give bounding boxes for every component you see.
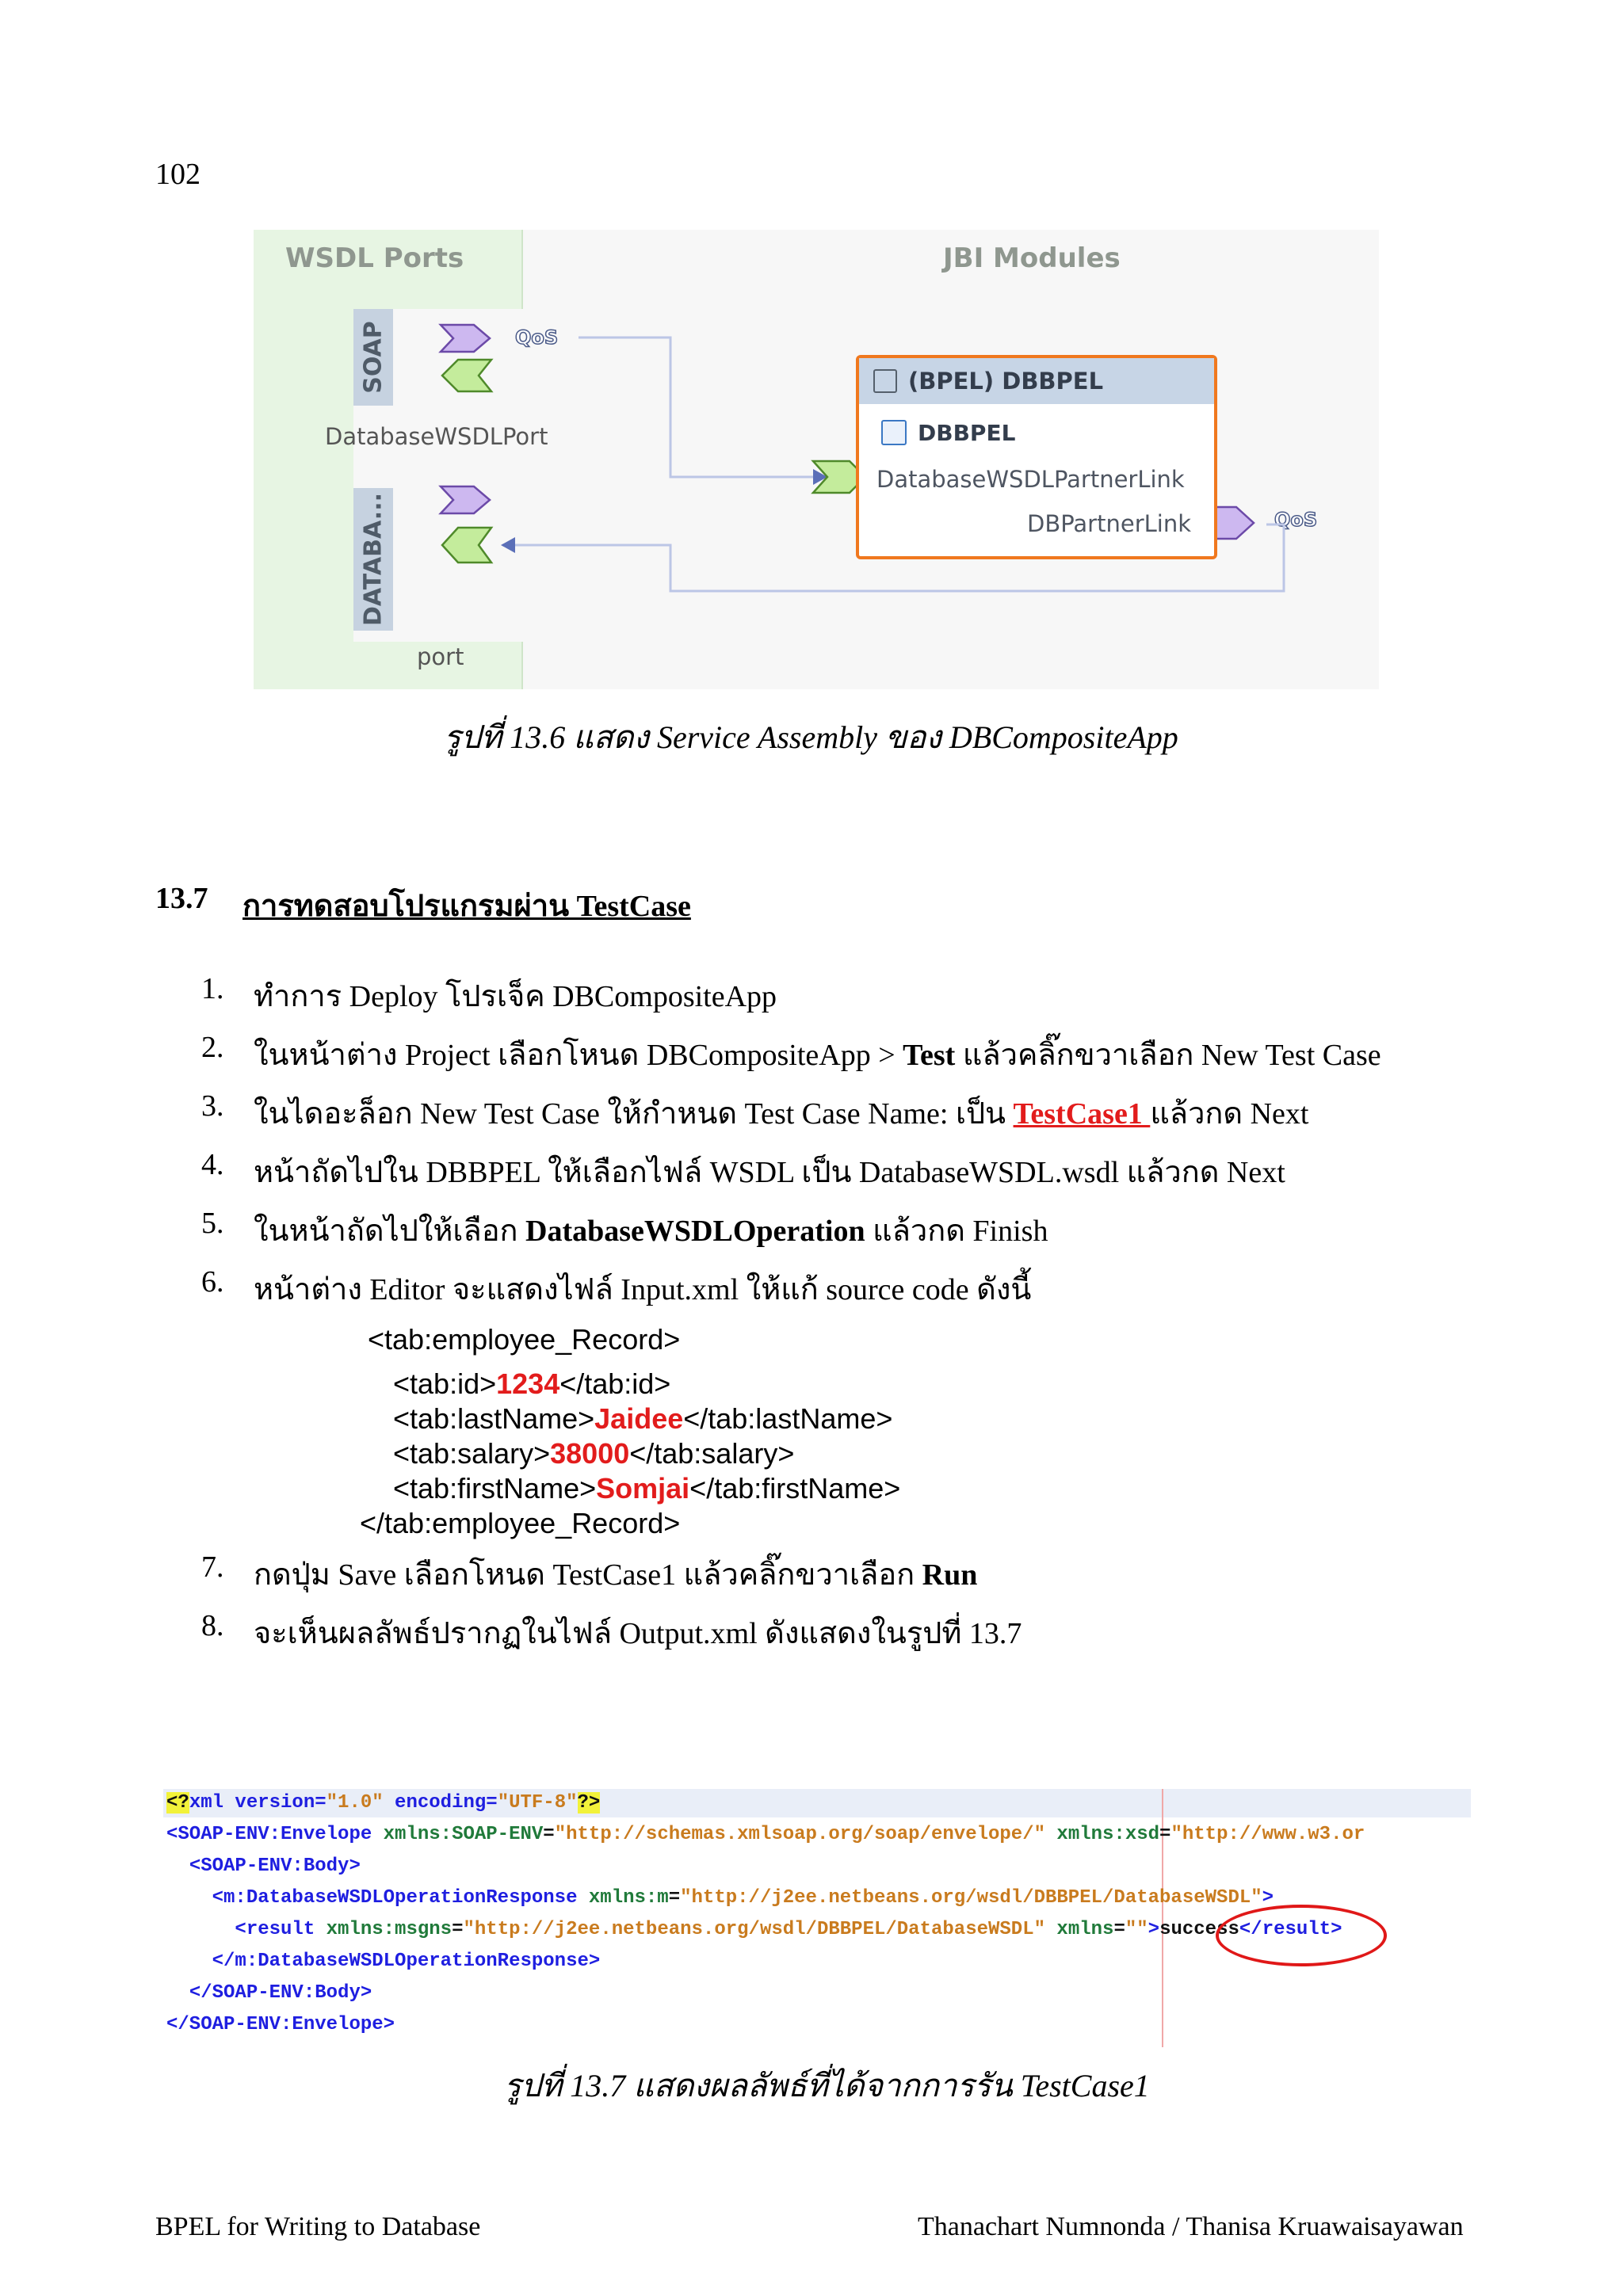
- xml-field-id: <tab:id>1234</tab:id>: [393, 1367, 671, 1400]
- step-number: 4.: [201, 1148, 224, 1181]
- step-number: 5.: [201, 1207, 224, 1240]
- jbi-modules-title: JBI Modules: [943, 242, 1121, 274]
- bpel-process-name: DBBPEL: [918, 420, 1016, 446]
- output-xml-figure: [163, 1789, 1471, 2047]
- xml-field-lastname: <tab:lastName>Jaidee</tab:lastName>: [393, 1402, 893, 1435]
- step-text: ในไดอะล็อก New Test Case ให้กำหนด Test Case Name: เป็น TestCase1 แล้วกด Next: [254, 1097, 1309, 1131]
- wsdl-ports-title: WSDL Ports: [285, 242, 464, 274]
- step-number: 1.: [201, 972, 224, 1005]
- footer-left: BPEL for Writing to Database: [155, 2212, 481, 2241]
- soap-port-name: DatabaseWSDLPort: [325, 423, 548, 450]
- soap-port-tab[interactable]: SOAP: [353, 309, 393, 406]
- section-title: การทดสอบโปรแกรมผ่าน TestCase: [242, 890, 691, 923]
- step-text: หน้าถัดไปใน DBBPEL ให้เลือกไฟล์ WSDL เป็น DatabaseWSDL.wsdl แล้วกด Next: [254, 1156, 1285, 1189]
- step-number: 2.: [201, 1031, 224, 1064]
- partnerlink-db[interactable]: DBPartnerLink: [1027, 510, 1192, 537]
- section-number: 13.7: [155, 882, 208, 915]
- partnerlink-database-wsdl[interactable]: DatabaseWSDLPartnerLink: [876, 466, 1185, 493]
- code-line: </m:DatabaseWSDLOperationResponse>: [212, 1951, 601, 1972]
- database-port-tab[interactable]: DATABA...: [353, 488, 393, 631]
- code-line: <SOAP-ENV:Body>: [189, 1855, 361, 1877]
- code-line: </SOAP-ENV:Envelope>: [166, 2014, 395, 2035]
- db-provide-chevron-icon: [441, 486, 490, 513]
- bpel-module-box[interactable]: [856, 355, 1217, 559]
- bpel-module-header: (BPEL) DBBPEL: [859, 358, 1214, 404]
- figure-13-7-caption: รูปที่ 13.7 แสดงผลลัพธ์ที่ได้จากการรัน TestCase1: [504, 2068, 1150, 2103]
- code-line: <?xml version="1.0" encoding="UTF-8"?>: [166, 1792, 601, 1814]
- db-consume-chevron-icon: [442, 528, 491, 563]
- soap-provide-chevron-icon: [441, 325, 490, 352]
- code-line: <result xmlns:msgns="http://j2ee.netbeans.org/wsdl/DBBPEL/DatabaseWSDL" xmlns="">success</result>: [235, 1919, 1342, 1940]
- step-number: 7.: [201, 1550, 224, 1584]
- code-line: </SOAP-ENV:Body>: [189, 1982, 372, 2004]
- result-success-text: success: [1159, 1919, 1239, 1940]
- code-line: <SOAP-ENV:Envelope xmlns:SOAP-ENV="http://schemas.xmlsoap.org/soap/envelope/" xmlns:xsd="http://www.w3.or: [166, 1824, 1365, 1845]
- xml-field-firstname: <tab:firstName>Somjai</tab:firstName>: [393, 1472, 901, 1505]
- step-text: กดปุ่ม Save เลือกโหนด TestCase1 แล้วคลิ๊กขวาเลือก Run: [254, 1558, 978, 1592]
- qos-label-db[interactable]: QoS: [1274, 509, 1318, 531]
- bpel-process-icon: [881, 420, 907, 445]
- testcase1-link[interactable]: TestCase1: [1013, 1097, 1151, 1131]
- service-assembly-figure: [254, 230, 1379, 689]
- success-highlight-circle: [1216, 1905, 1387, 1966]
- database-port-name: port: [417, 643, 464, 670]
- qos-label-soap[interactable]: QoS: [515, 326, 559, 349]
- step-text: ทำการ Deploy โปรเจ็ค DBCompositeApp: [254, 980, 777, 1013]
- xml-close-record: </tab:employee_Record>: [360, 1507, 681, 1539]
- step-number: 6.: [201, 1265, 224, 1299]
- code-line: <m:DatabaseWSDLOperationResponse xmlns:m="http://j2ee.netbeans.org/wsdl/DBBPEL/DatabaseWSDL">: [212, 1887, 1274, 1909]
- footer-right: Thanachart Numnonda / Thanisa Kruawaisayawan: [918, 2212, 1464, 2241]
- xml-open-record: <tab:employee_Record>: [368, 1323, 681, 1356]
- step-number: 3.: [201, 1089, 224, 1123]
- step-text: ในหน้าถัดไปให้เลือก DatabaseWSDLOperation แล้วกด Finish: [254, 1215, 1048, 1248]
- page-number: 102: [155, 158, 200, 191]
- soap-consume-chevron-icon: [442, 360, 491, 391]
- collapse-icon[interactable]: [873, 369, 897, 393]
- step-text: หน้าต่าง Editor จะแสดงไฟล์ Input.xml ให้แก้ source code ดังนี้: [254, 1273, 1032, 1306]
- step-text: จะเห็นผลลัพธ์ปรากฏในไฟล์ Output.xml ดังแสดงในรูปที่ 13.7: [254, 1617, 1022, 1650]
- figure-13-6-caption: รูปที่ 13.6 แสดง Service Assembly ของ DBCompositeApp: [444, 719, 1178, 755]
- xml-field-salary: <tab:salary>38000</tab:salary>: [393, 1437, 795, 1470]
- step-number: 8.: [201, 1609, 224, 1642]
- step-text: ในหน้าต่าง Project เลือกโหนด DBCompositeApp > Test แล้วคลิ๊กขวาเลือก New Test Case: [254, 1039, 1381, 1072]
